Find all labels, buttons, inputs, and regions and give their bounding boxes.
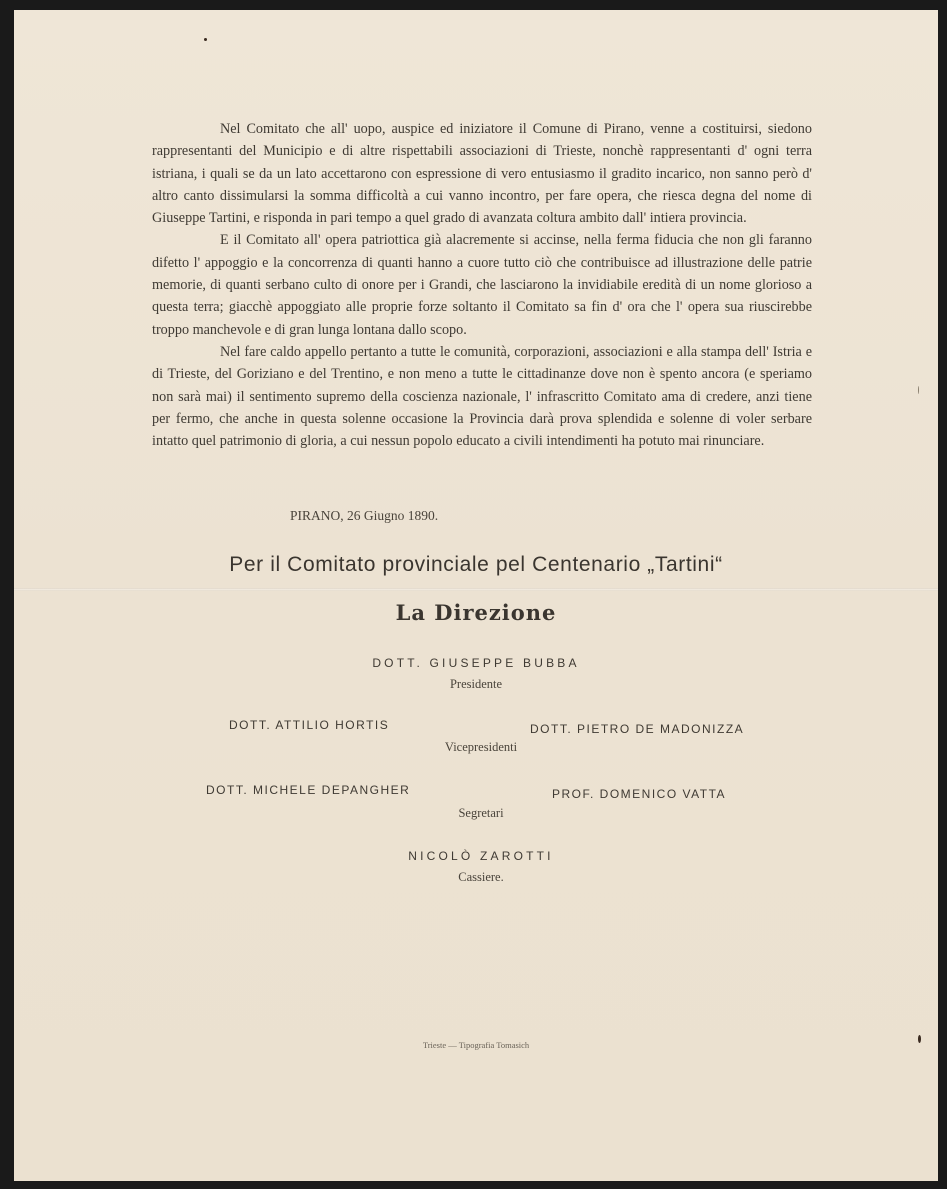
printer-imprint: Trieste — Tipografia Tomasich: [422, 1040, 530, 1050]
date-line: PIRANO, 26 Giugno 1890.: [290, 508, 439, 523]
president-name: DOTT. GIUSEPPE BUBBA: [372, 656, 580, 670]
paper-fold: [14, 588, 938, 591]
paper-speck: [918, 386, 919, 394]
vicepresident-right-name: DOTT. PIETRO DE MADONIZZA: [530, 722, 745, 736]
president-role: Presidente: [449, 677, 503, 691]
committee-title: Per il Comitato provinciale pel Centenario „Tartini“: [229, 553, 723, 576]
vicepresident-left-name: DOTT. ATTILIO HORTIS: [229, 718, 390, 732]
cashier-role: Cassiere.: [458, 870, 504, 884]
direzione-heading: La Direzione: [395, 600, 557, 625]
secretary-left-name: DOTT. MICHELE DEPANGHER: [206, 783, 411, 797]
vicepresidents-role: Vicepresidenti: [444, 740, 518, 754]
paper-speck: [204, 38, 207, 41]
secretaries-role: Segretari: [458, 806, 504, 820]
paragraph-1: Nel Comitato che all' uopo, auspice ed iniziatore il Comune di Pirano, venne a costituirsi, siedono rappresentanti del Municipio e di altre rispettabili associazioni di Trieste, nonchè rappresentanti d' ogni terra istriana, i quali se da un lato accettarono con espressione di vero entusiasmo il gradito incarico, non sanno però d' altro canto dissimularsi la somma difficoltà a cui vanno incontro, per fare opera, che riesca degna del nome di Giuseppe Tartini, e risponda in pari tempo a quel grado di avanzata coltura ambito dall' intiera provincia.: [152, 121, 812, 227]
document-page: [14, 10, 938, 1181]
body-text: [152, 118, 812, 452]
secretary-right-name: PROF. DOMENICO VATTA: [552, 787, 727, 801]
paper-speck: [918, 1035, 921, 1043]
paragraph-3: Nel fare caldo appello pertanto a tutte le comunità, corporazioni, associazioni e alla stampa dell' Istria e di Trieste, del Goriziano e del Trentino, e non meno a tutte le cittadinanze dove non è spento ancora (e speriamo non sarà mai) il sentimento supremo della coscienza nazionale, l' infrascritto Comitato ama di credere, anzi tiene per fermo, che anche in questa solenne occasione la Provincia darà prova splendida e solenne di voler serbare intatto quel patrimonio di gloria, a cui nessun popolo educato a civili intendimenti ha potuto mai rinunciare.: [152, 343, 812, 450]
cashier-name: NICOLÒ ZAROTTI: [408, 849, 554, 863]
paragraph-2: E il Comitato all' opera patriottica già alacremente si accinse, nella ferma fiducia che non gli faranno difetto l' appoggio e la concorrenza di quanti hanno a cuore tutto ciò che contribuisce ad illustrazione delle patrie memorie, di quanti serbano culto di onore per i Grandi, che lasciarono la invidiabile eredità di un nome glorioso a questa terra; giacchè appoggiato alle proprie forze soltanto il Comitato sa fin d' ora che l' opera sua riuscirebbe troppo manchevole e di gran lunga lontana dallo scopo.: [152, 232, 812, 338]
